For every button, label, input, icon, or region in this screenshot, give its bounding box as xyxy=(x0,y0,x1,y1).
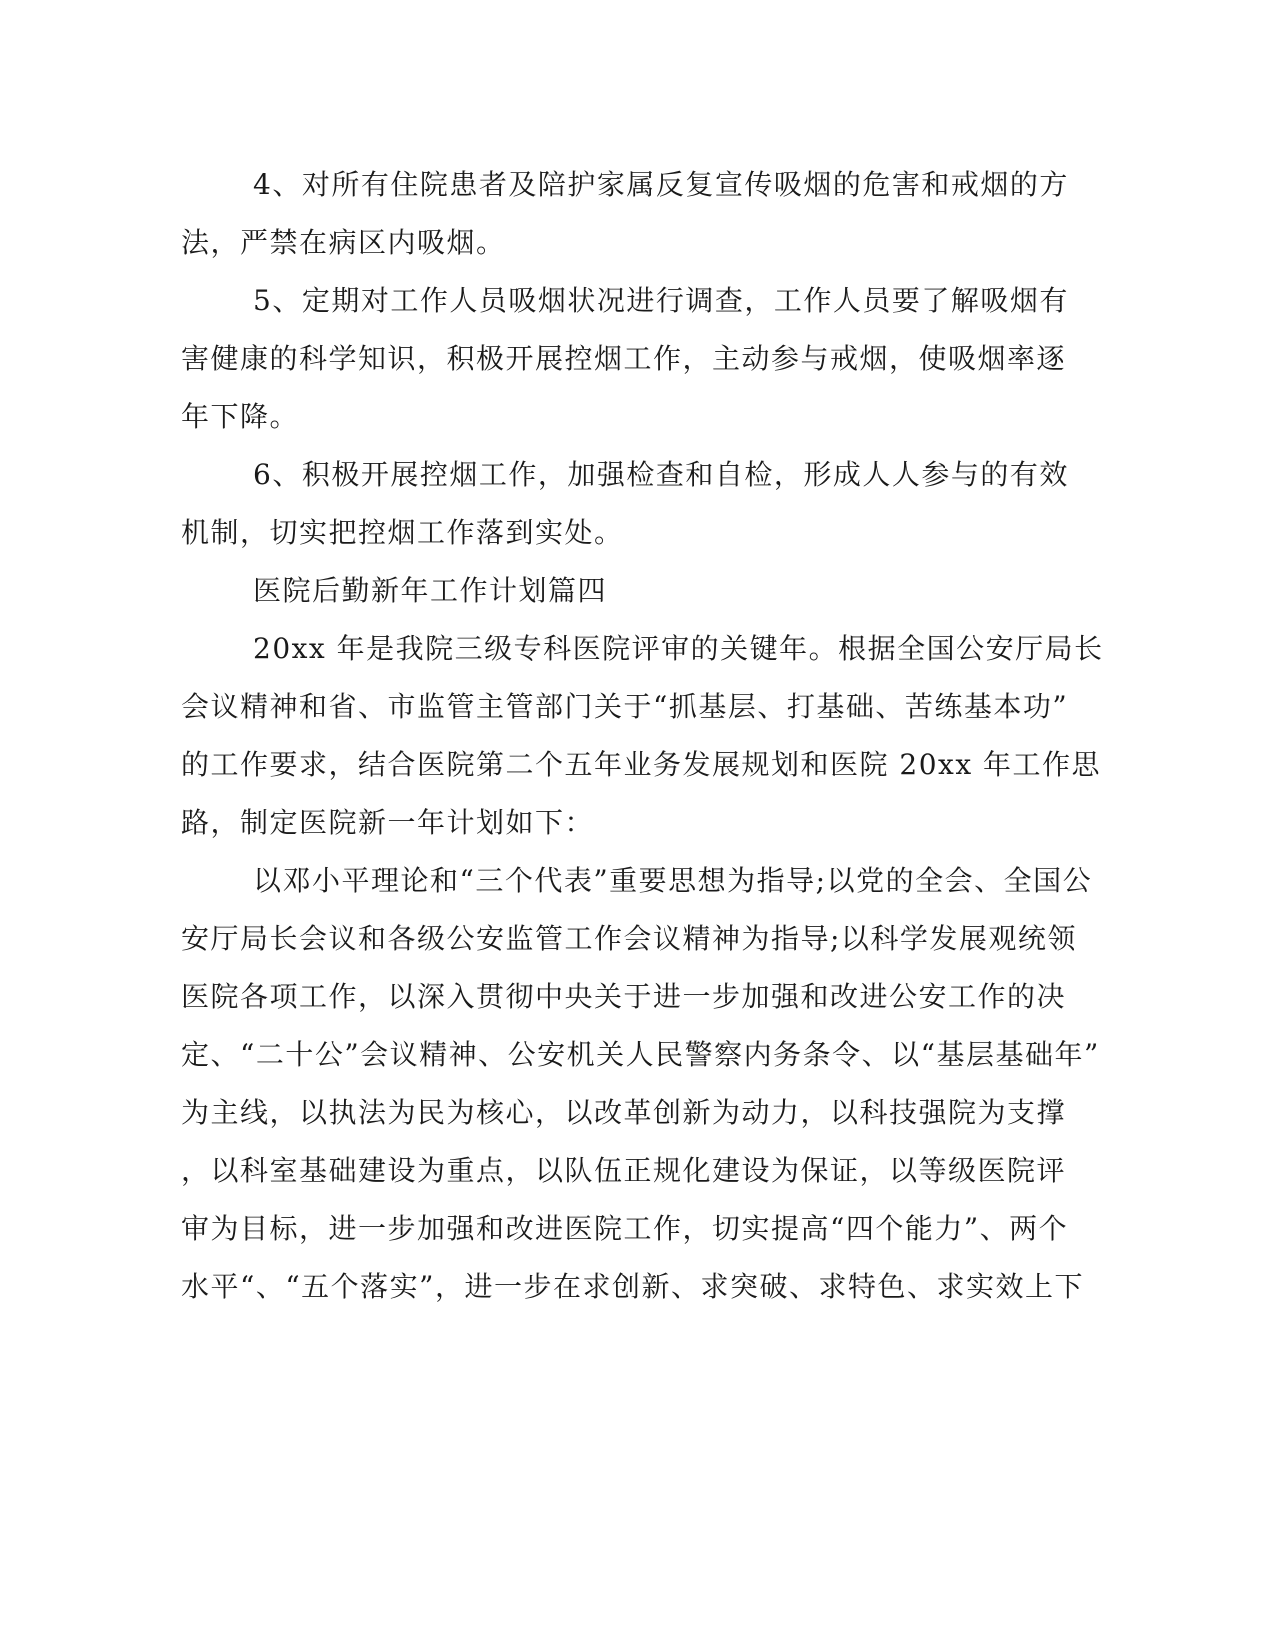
paragraph-line: 5、定期对工作人员吸烟状况进行调查，工作人员要了解吸烟有 xyxy=(253,284,1069,317)
paragraph-line: 机制，切实把控烟工作落到实处。 xyxy=(181,516,624,549)
paragraph-line: 以邓小平理论和“三个代表”重要思想为指导;以党的全会、全国公 xyxy=(253,864,1093,897)
paragraph-line: 路，制定医院新一年计划如下： xyxy=(181,806,595,839)
paragraph-line: 医院各项工作，以深入贯彻中央关于进一步加强和改进公安工作的决 xyxy=(181,980,1067,1013)
paragraph-line: 审为目标，进一步加强和改进医院工作，切实提高“四个能力”、两个 xyxy=(181,1212,1069,1245)
paragraph-line: 年下降。 xyxy=(181,400,300,433)
paragraph-line: 水平“、“五个落实”，进一步在求创新、求突破、求特色、求实效上下 xyxy=(181,1270,1084,1303)
paragraph-line: 安厅局长会议和各级公安监管工作会议精神为指导;以科学发展观统领 xyxy=(181,922,1077,955)
section-heading: 医院后勤新年工作计划篇四 xyxy=(253,574,608,607)
paragraph-line: 为主线，以执法为民为核心，以改革创新为动力，以科技强院为支撑 xyxy=(181,1096,1067,1129)
paragraph-line: 害健康的科学知识，积极开展控烟工作，主动参与戒烟，使吸烟率逐 xyxy=(181,342,1067,375)
paragraph-line: 4、对所有住院患者及陪护家属反复宣传吸烟的危害和戒烟的方 xyxy=(253,168,1069,201)
paragraph-line: 定、“二十公”会议精神、公安机关人民警察内务条令、以“基层基础年” xyxy=(181,1038,1100,1071)
paragraph-line: 法，严禁在病区内吸烟。 xyxy=(181,226,506,259)
paragraph-line: 会议精神和省、市监管主管部门关于“抓基层、打基础、苦练基本功” xyxy=(181,690,1069,723)
paragraph-line: 的工作要求，结合医院第二个五年业务发展规划和医院 20xx 年工作思 xyxy=(181,748,1102,781)
paragraph-line: 6、积极开展控烟工作，加强检查和自检，形成人人参与的有效 xyxy=(253,458,1069,491)
paragraph-line: ，以科室基础建设为重点，以队伍正规化建设为保证，以等级医院评 xyxy=(181,1154,1067,1187)
paragraph-line: 20xx 年是我院三级专科医院评审的关键年。根据全国公安厅局长 xyxy=(253,632,1104,665)
